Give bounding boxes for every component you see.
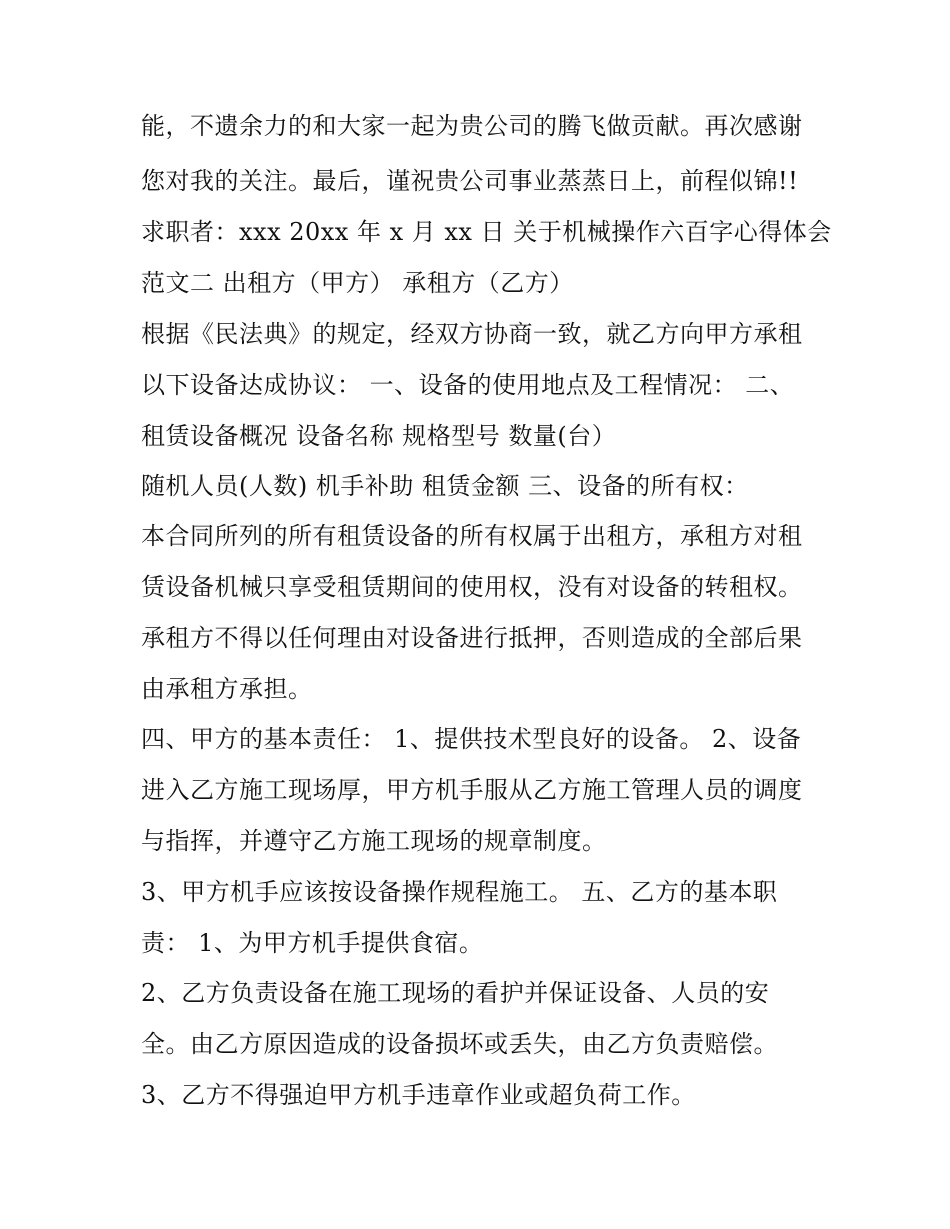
text-line: 租赁设备概况 设备名称 规格型号 数量(台） <box>141 422 617 450</box>
text-line: 与指挥，并遵守乙方施工现场的规章制度。 <box>141 827 607 855</box>
text-line: 您对我的关注。最后，谨祝贵公司事业蒸蒸日上，前程似锦!! <box>141 167 799 195</box>
text-line: 承租方不得以任何理由对设备进行抵押，否则造成的全部后果 <box>141 624 803 652</box>
text-line: 能，不遗余力的和大家一起为贵公司的腾飞做贡献。再次感谢 <box>141 112 803 140</box>
text-line: 本合同所列的所有租赁设备的所有权属于出租方，承租方对租 <box>141 522 803 550</box>
text-line: 2、乙方负责设备在施工现场的看护并保证设备、人员的安 <box>141 979 770 1007</box>
text-line: 进入乙方施工现场厚，甲方机手服从乙方施工管理人员的调度 <box>141 776 803 804</box>
text-line: 3、甲方机手应该按设备操作规程施工。 五、乙方的基本职 <box>141 878 778 906</box>
text-line: 赁设备机械只享受租赁期间的使用权，没有对设备的转租权。 <box>141 573 803 601</box>
text-line: 以下设备达成协议： 一、设备的使用地点及工程情况： 二、 <box>141 371 795 399</box>
text-line: 四、甲方的基本责任： 1、提供技术型良好的设备。 2、设备 <box>141 725 802 753</box>
text-line: 3、乙方不得强迫甲方机手违章作业或超负荷工作。 <box>141 1081 696 1109</box>
text-line: 随机人员(人数) 机手补助 租赁金额 三、设备的所有权： <box>141 472 749 500</box>
text-line: 责： 1、为甲方机手提供食宿。 <box>141 929 484 957</box>
text-line: 求职者：xxx 20xx 年 x 月 xx 日 关于机械操作六百字心得体会 <box>141 218 832 246</box>
text-line: 由承租方承担。 <box>141 675 313 703</box>
text-line: 根据《民法典》的规定，经双方协商一致，就乙方向甲方承租 <box>141 320 803 348</box>
text-line: 全。由乙方原因造成的设备损坏或丢失，由乙方负责赔偿。 <box>141 1030 778 1058</box>
text-line: 范文二 出租方（甲方） 承租方（乙方） <box>141 269 574 297</box>
